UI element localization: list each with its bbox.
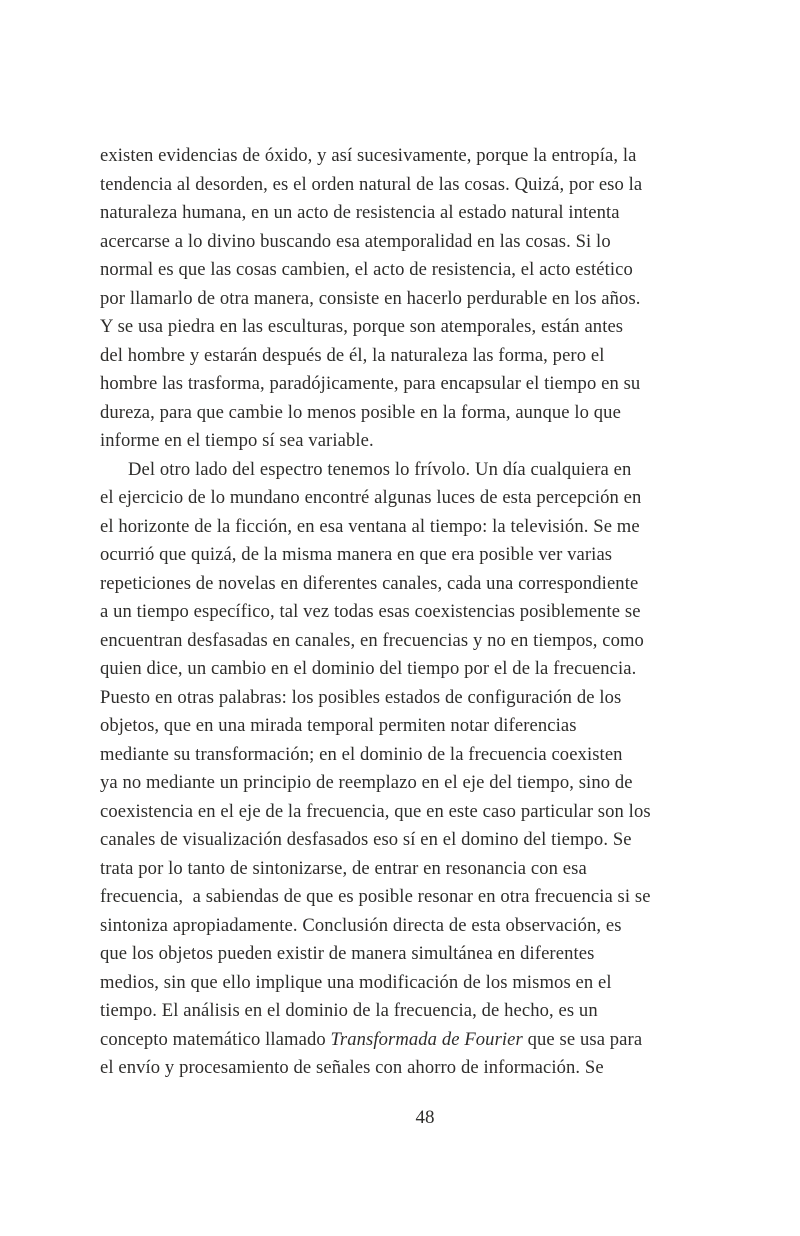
text-segment: naturaleza humana, en un acto de resistencia al estado natural intenta (100, 202, 620, 223)
text-line (100, 285, 722, 314)
text-line (100, 798, 722, 827)
text-segment: concepto matemático llamado (100, 1028, 331, 1050)
text-segment: repeticiones de novelas en diferentes canales, cada una correspondiente (100, 572, 639, 594)
text-segment: el ejercicio de lo mundano encontré algunas luces de esta percepción en (100, 487, 642, 508)
page-number: 48 (415, 1107, 435, 1128)
text-segment: informe en el tiempo sí sea variable. (100, 430, 374, 451)
text-line (100, 1054, 722, 1083)
text-segment: que los objetos pueden existir de manera simultánea en diferentes (100, 943, 595, 964)
text-line (100, 598, 722, 627)
text-segment: a un tiempo específico, tal vez todas esas coexistencias posiblemente se (100, 601, 641, 622)
text-line (100, 171, 722, 200)
text-line (100, 541, 722, 570)
text-segment: el horizonte de la ficción, en esa ventana al tiempo: la televisión. Se me (100, 515, 640, 537)
text-segment: por llamarlo de otra manera, consiste en hacerlo perdurable en los años. (100, 287, 641, 309)
text-line (100, 997, 722, 1026)
text-line (100, 570, 722, 599)
text-segment: existen evidencias de óxido, y así sucesivamente, porque la entropía, la (100, 145, 637, 166)
text-segment: del hombre y estarán después de él, la naturaleza las forma, pero el (100, 344, 605, 366)
text-line (100, 940, 722, 969)
text-segment: trata por lo tanto de sintonizarse, de entrar en resonancia con esa (100, 857, 587, 879)
text-segment: canales de visualización desfasados eso sí en el domino del tiempo. Se (100, 829, 632, 850)
text-line (100, 712, 722, 741)
text-line (100, 456, 722, 485)
text-line (100, 142, 722, 171)
text-line (100, 484, 722, 513)
text-line (100, 256, 722, 285)
text-line (100, 969, 722, 998)
body-text (100, 142, 722, 1083)
text-segment: acercarse a lo divino buscando esa atemporalidad en las cosas. Si lo (100, 230, 611, 252)
text-segment: Puesto en otras palabras: los posibles estados de configuración de los (100, 686, 622, 708)
text-segment: que se usa para (522, 1028, 643, 1050)
text-segment: quien dice, un cambio en el dominio del tiempo por el de la frecuencia. (100, 658, 637, 679)
text-line (100, 228, 722, 257)
text-segment: hombre las trasforma, paradójicamente, para encapsular el tiempo en su (100, 373, 641, 394)
text-segment: normal es que las cosas cambien, el acto de resistencia, el acto estético (100, 259, 633, 280)
text-line (100, 855, 722, 884)
text-line (100, 826, 722, 855)
text-line (100, 741, 722, 770)
text-line (100, 370, 722, 399)
italic-term: Transformada de Fourier (330, 1028, 523, 1050)
text-segment: encuentran desfasadas en canales, en frecuencias y no en tiempos, como (100, 629, 644, 651)
text-segment: objetos, que en una mirada temporal permiten notar diferencias (100, 715, 577, 736)
text-segment: Del otro lado del espectro tenemos lo frívolo. Un día cualquiera en (128, 458, 632, 480)
text-segment: mediante su transformación; en el dominio de la frecuencia coexisten (100, 743, 623, 765)
text-line (100, 199, 722, 228)
text-segment: tendencia al desorden, es el orden natural de las cosas. Quizá, por eso la (100, 173, 643, 195)
text-segment: Y se usa piedra en las esculturas, porque son atemporales, están antes (100, 316, 624, 337)
text-line (100, 313, 722, 342)
text-segment: coexistencia en el eje de la frecuencia, que en este caso particular son los (100, 800, 651, 822)
text-segment: tiempo. El análisis en el dominio de la frecuencia, de hecho, es un (100, 1000, 598, 1021)
text-line (100, 883, 722, 912)
text-line (100, 513, 722, 542)
text-segment: frecuencia, a sabiendas de que es posible resonar en otra frecuencia si se (100, 886, 651, 907)
text-segment: ocurrió que quizá, de la misma manera en que era posible ver varias (100, 544, 613, 565)
text-segment: sintoniza apropiadamente. Conclusión directa de esta observación, es (100, 914, 622, 936)
text-line (100, 627, 722, 656)
text-line (100, 1026, 722, 1055)
text-line (100, 342, 722, 371)
text-segment: ya no mediante un principio de reemplazo en el eje del tiempo, sino de (100, 772, 633, 793)
text-segment: medios, sin que ello implique una modificación de los mismos en el (100, 971, 612, 993)
text-line (100, 655, 722, 684)
text-line (100, 769, 722, 798)
text-line (100, 427, 722, 456)
text-line (100, 912, 722, 941)
text-segment: dureza, para que cambie lo menos posible en la forma, aunque lo que (100, 401, 621, 423)
text-line (100, 684, 722, 713)
text-segment: el envío y procesamiento de señales con ahorro de información. Se (100, 1057, 604, 1078)
text-line (100, 399, 722, 428)
